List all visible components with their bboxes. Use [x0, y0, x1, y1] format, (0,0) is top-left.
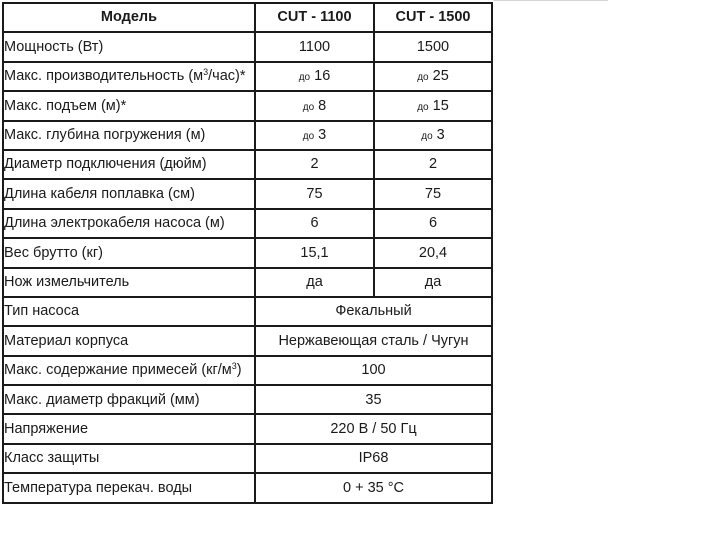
prefix-do: до: [298, 72, 311, 84]
table-row: [3, 62, 492, 91]
table-row: [3, 32, 492, 61]
row-label: Нож измельчитель: [3, 268, 255, 297]
value-cut-1100: до 3: [255, 121, 374, 150]
table-row: [3, 121, 492, 150]
value-cut-1500: 2: [374, 150, 492, 179]
row-label: Диаметр подключения (дюйм): [3, 150, 255, 179]
value-cut-1500: до 15: [374, 91, 492, 120]
table-row: [3, 91, 492, 120]
value-cut-1100: 2: [255, 150, 374, 179]
value-shared: 0 + 35 °С: [255, 473, 492, 502]
table-row: [3, 326, 492, 355]
table-row: [3, 444, 492, 473]
value-shared: 35: [255, 385, 492, 414]
value-shared: 220 В / 50 Гц: [255, 414, 492, 443]
spec-table: [2, 2, 493, 504]
header-cut-1500: CUT - 1500: [374, 3, 492, 32]
table-row: [3, 297, 492, 326]
row-label: Длина кабеля поплавка (см): [3, 179, 255, 208]
prefix-do: до: [417, 101, 429, 113]
row-label: Макс. содержание примесей $(кг/м^3)$: [3, 356, 255, 385]
value-cut-1500: до 3: [374, 121, 492, 150]
header-row: [3, 3, 492, 32]
table-row: [3, 385, 492, 414]
top-edge-line: [493, 0, 608, 1]
row-label: Макс. производительность $(м^3/час)*$: [3, 62, 255, 91]
row-label: Напряжение: [3, 414, 255, 443]
value-cut-1500: 6: [374, 209, 492, 238]
value-cut-1500: 20,4: [374, 238, 492, 267]
value-shared: IP68: [255, 444, 492, 473]
table-row: [3, 238, 492, 267]
value-cut-1500: 75: [374, 179, 492, 208]
table-row: [3, 473, 492, 502]
value-cut-1500: да: [374, 268, 492, 297]
row-label: Макс. диаметр фракций (мм): [3, 385, 255, 414]
value-cut-1100: до 8: [255, 91, 374, 120]
table-row: [3, 268, 492, 297]
row-label: Макс. глубина погружения (м): [3, 121, 255, 150]
table-row: [3, 209, 492, 238]
table-row: [3, 356, 492, 385]
value-shared: Нержавеющая сталь / Чугун: [255, 326, 492, 355]
row-label: Длина электрокабеля насоса (м): [3, 209, 255, 238]
value-cut-1100: 1100: [255, 32, 374, 61]
prefix-do: до: [417, 72, 429, 84]
value-cut-1100: до 16: [255, 62, 374, 91]
header-model: Модель: [3, 3, 255, 32]
row-label: Вес брутто (кг): [3, 238, 255, 267]
row-label: Материал корпуса: [3, 326, 255, 355]
row-label: Тип насоса: [3, 297, 255, 326]
value-cut-1100: 15,1: [255, 238, 374, 267]
value-cut-1100: да: [255, 268, 374, 297]
prefix-do: до: [302, 131, 315, 142]
row-label: Температура перекач. воды: [3, 473, 255, 502]
value-shared: 100: [255, 356, 492, 385]
value-cut-1100: 6: [255, 209, 374, 238]
value-cut-1100: 75: [255, 179, 374, 208]
prefix-do: до: [302, 101, 315, 113]
row-label: Мощность (Вт): [3, 32, 255, 61]
header-cut-1100: CUT - 1100: [255, 3, 374, 32]
table-row: [3, 414, 492, 443]
row-label: Класс защиты: [3, 444, 255, 473]
table-row: [3, 150, 492, 179]
prefix-do: до: [421, 131, 433, 142]
table-row: [3, 179, 492, 208]
value-cut-1500: до 25: [374, 62, 492, 91]
row-label: Макс. подъем (м)*: [3, 91, 255, 120]
value-cut-1500: 1500: [374, 32, 492, 61]
value-shared: Фекальный: [255, 297, 492, 326]
